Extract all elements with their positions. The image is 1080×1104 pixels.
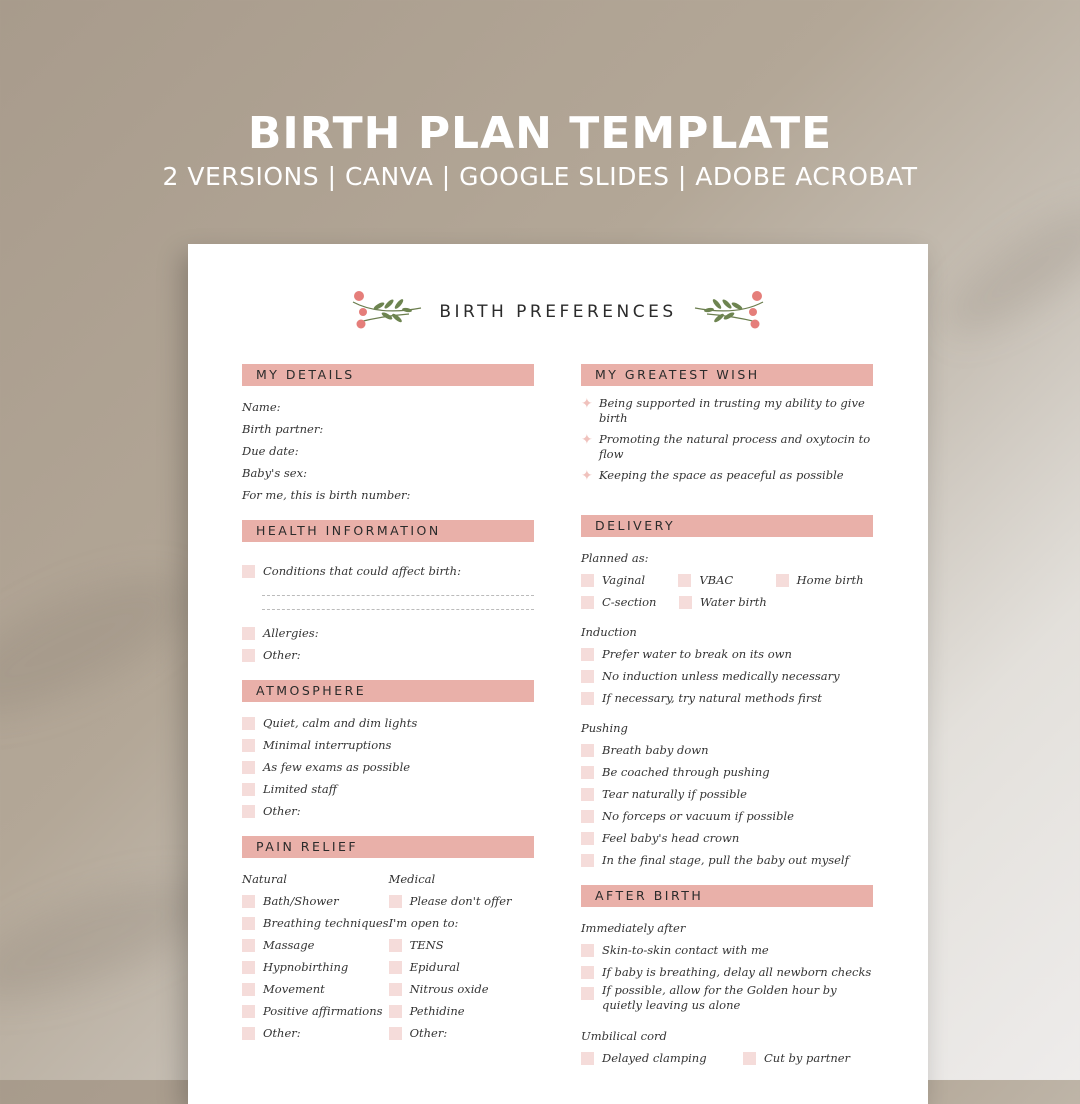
checkbox-item[interactable]: Breathing techniques	[242, 912, 389, 934]
checkbox-item[interactable]: C-section	[581, 591, 679, 613]
induction-label: Induction	[581, 625, 637, 639]
checkbox[interactable]	[242, 783, 255, 796]
checkbox[interactable]	[242, 565, 255, 578]
planned-as-label: Planned as:	[581, 551, 649, 565]
checkbox-item[interactable]: Be coached through pushing	[581, 761, 873, 783]
checkbox[interactable]	[242, 917, 255, 930]
checkbox-item[interactable]: Conditions that could affect birth:	[242, 560, 534, 582]
sparkle-icon: ✦	[581, 467, 593, 483]
wish-item: ✦ Keeping the space as peaceful as possible	[581, 467, 844, 483]
checkbox[interactable]	[581, 766, 594, 779]
write-in-line[interactable]	[262, 608, 534, 610]
open-to-label: I'm open to:	[388, 916, 459, 930]
checkbox[interactable]	[389, 961, 402, 974]
checkbox-item[interactable]: Skin-to-skin contact with me	[581, 939, 873, 961]
checkbox[interactable]	[389, 895, 402, 908]
banner-subtitle: 2 VERSIONS | CANVA | GOOGLE SLIDES | ADOBE ACROBAT	[162, 162, 918, 191]
wish-item: ✦ Being supported in trusting my ability to give birth	[581, 395, 865, 425]
checkbox-item[interactable]: No induction unless medically necessary	[581, 665, 873, 687]
checkbox-item[interactable]: Positive affirmations	[242, 1000, 389, 1022]
checkbox-item[interactable]: Minimal interruptions	[242, 734, 534, 756]
sparkle-icon: ✦	[581, 431, 593, 447]
checkbox[interactable]	[581, 944, 594, 957]
field-name[interactable]: Name:	[242, 400, 281, 414]
checkbox[interactable]	[581, 692, 594, 705]
checkbox-item[interactable]: Other:	[242, 800, 534, 822]
section-heading-atmosphere: ATMOSPHERE	[242, 680, 534, 702]
checkbox[interactable]	[242, 961, 255, 974]
checkbox[interactable]	[242, 761, 255, 774]
checkbox-item[interactable]: Massage	[242, 934, 389, 956]
checkbox-item[interactable]: Movement	[242, 978, 389, 1000]
checkbox[interactable]	[242, 739, 255, 752]
section-heading-greatest-wish: MY GREATEST WISH	[581, 364, 873, 386]
checkbox-item[interactable]: Please don't offer	[389, 890, 534, 912]
checkbox-item[interactable]: Delayed clamping	[581, 1047, 743, 1069]
write-in-line[interactable]	[262, 594, 534, 596]
sparkle-icon: ✦	[581, 395, 593, 411]
checkbox[interactable]	[389, 1027, 402, 1040]
checkbox[interactable]	[242, 649, 255, 662]
checkbox[interactable]	[242, 983, 255, 996]
medical-column	[389, 868, 534, 1044]
pushing-label: Pushing	[581, 721, 628, 735]
checkbox-item[interactable]: Water birth	[679, 591, 777, 613]
checkbox[interactable]	[581, 744, 594, 757]
checkbox[interactable]	[242, 1027, 255, 1040]
field-birth-number[interactable]: For me, this is birth number:	[242, 488, 411, 502]
floral-sprig-icon	[349, 282, 425, 343]
field-babys-sex[interactable]: Baby's sex:	[242, 466, 307, 480]
background-shadow	[0, 549, 207, 740]
checkbox-item[interactable]: Pethidine	[389, 1000, 534, 1022]
pain-relief-columns	[242, 868, 534, 1044]
checkbox-item[interactable]: Quiet, calm and dim lights	[242, 712, 534, 734]
checkbox-item[interactable]: Prefer water to break on its own	[581, 643, 873, 665]
checkbox-item[interactable]: Other:	[242, 644, 534, 666]
section-heading-delivery: DELIVERY	[581, 515, 873, 537]
checkbox-item[interactable]: Other:	[242, 1022, 389, 1044]
checkbox[interactable]	[242, 1005, 255, 1018]
immediately-after-label: Immediately after	[581, 921, 686, 935]
checkbox-item[interactable]: In the final stage, pull the baby out myself	[581, 849, 873, 871]
checkbox[interactable]	[581, 1052, 594, 1065]
checkbox[interactable]	[581, 788, 594, 801]
checkbox-item[interactable]: If possible, allow for the Golden hour by quietly leaving us alone	[581, 983, 873, 1013]
checkbox-item[interactable]: No forceps or vacuum if possible	[581, 805, 873, 827]
right-column	[581, 364, 873, 1069]
checkbox[interactable]	[242, 627, 255, 640]
umbilical-cord-label: Umbilical cord	[581, 1029, 667, 1043]
checkbox[interactable]	[389, 983, 402, 996]
checkbox[interactable]	[242, 895, 255, 908]
checkbox[interactable]	[581, 648, 594, 661]
planned-row	[581, 591, 873, 613]
checkbox-item[interactable]: TENS	[389, 934, 534, 956]
wish-item: ✦ Promoting the natural process and oxytocin to flow	[581, 431, 871, 461]
checkbox[interactable]	[389, 1005, 402, 1018]
checkbox[interactable]	[743, 1052, 756, 1065]
section-heading-health: HEALTH INFORMATION	[242, 520, 534, 542]
checkbox[interactable]	[776, 574, 789, 587]
checkbox[interactable]	[389, 939, 402, 952]
checkbox[interactable]	[581, 987, 594, 1000]
checkbox-item[interactable]: Home birth	[776, 569, 873, 591]
checkbox-item[interactable]: Vaginal	[581, 569, 678, 591]
section-heading-pain-relief: PAIN RELIEF	[242, 836, 534, 858]
checkbox[interactable]	[242, 805, 255, 818]
checkbox[interactable]	[678, 574, 691, 587]
checkbox[interactable]	[581, 966, 594, 979]
background-shadow	[931, 188, 1080, 352]
checkbox[interactable]	[242, 717, 255, 730]
checkbox-item[interactable]: VBAC	[678, 569, 775, 591]
checkbox-item[interactable]: Bath/Shower	[242, 890, 389, 912]
checkbox-item[interactable]: Epidural	[389, 956, 534, 978]
birth-plan-page	[188, 244, 928, 1104]
checkbox-item[interactable]: Other:	[389, 1022, 534, 1044]
checkbox[interactable]	[581, 854, 594, 867]
checkbox-item[interactable]: If baby is breathing, delay all newborn checks	[581, 961, 873, 983]
natural-label: Natural	[242, 872, 287, 886]
checkbox[interactable]	[581, 832, 594, 845]
planned-row	[581, 569, 873, 591]
section-heading-my-details: MY DETAILS	[242, 364, 534, 386]
document-header	[188, 292, 928, 332]
cord-row	[581, 1047, 873, 1069]
checkbox-item[interactable]: Hypnobirthing	[242, 956, 389, 978]
checkbox[interactable]	[581, 810, 594, 823]
medical-label: Medical	[388, 872, 436, 886]
checkbox-item[interactable]: As few exams as possible	[242, 756, 534, 778]
checkbox[interactable]	[242, 939, 255, 952]
checkbox-item[interactable]: Cut by partner	[743, 1047, 863, 1069]
checkbox[interactable]	[581, 596, 594, 609]
checkbox[interactable]	[581, 670, 594, 683]
natural-column	[242, 868, 389, 1044]
checkbox-item[interactable]: Limited staff	[242, 778, 534, 800]
checkbox-item[interactable]: Tear naturally if possible	[581, 783, 873, 805]
checkbox[interactable]	[679, 596, 692, 609]
field-due-date[interactable]: Due date:	[242, 444, 299, 458]
checkbox-item[interactable]: If necessary, try natural methods first	[581, 687, 873, 709]
floral-sprig-icon	[691, 282, 767, 343]
banner-title: BIRTH PLAN TEMPLATE	[247, 108, 833, 159]
field-birth-partner[interactable]: Birth partner:	[242, 422, 324, 436]
section-heading-after-birth: AFTER BIRTH	[581, 885, 873, 907]
left-column	[242, 364, 534, 1044]
checkbox[interactable]	[581, 574, 594, 587]
checkbox-item[interactable]: Breath baby down	[581, 739, 873, 761]
document-title: BIRTH PREFERENCES	[439, 302, 677, 322]
checkbox-item[interactable]: Feel baby's head crown	[581, 827, 873, 849]
checkbox-item[interactable]: Allergies:	[242, 622, 534, 644]
checkbox-item[interactable]: Nitrous oxide	[389, 978, 534, 1000]
